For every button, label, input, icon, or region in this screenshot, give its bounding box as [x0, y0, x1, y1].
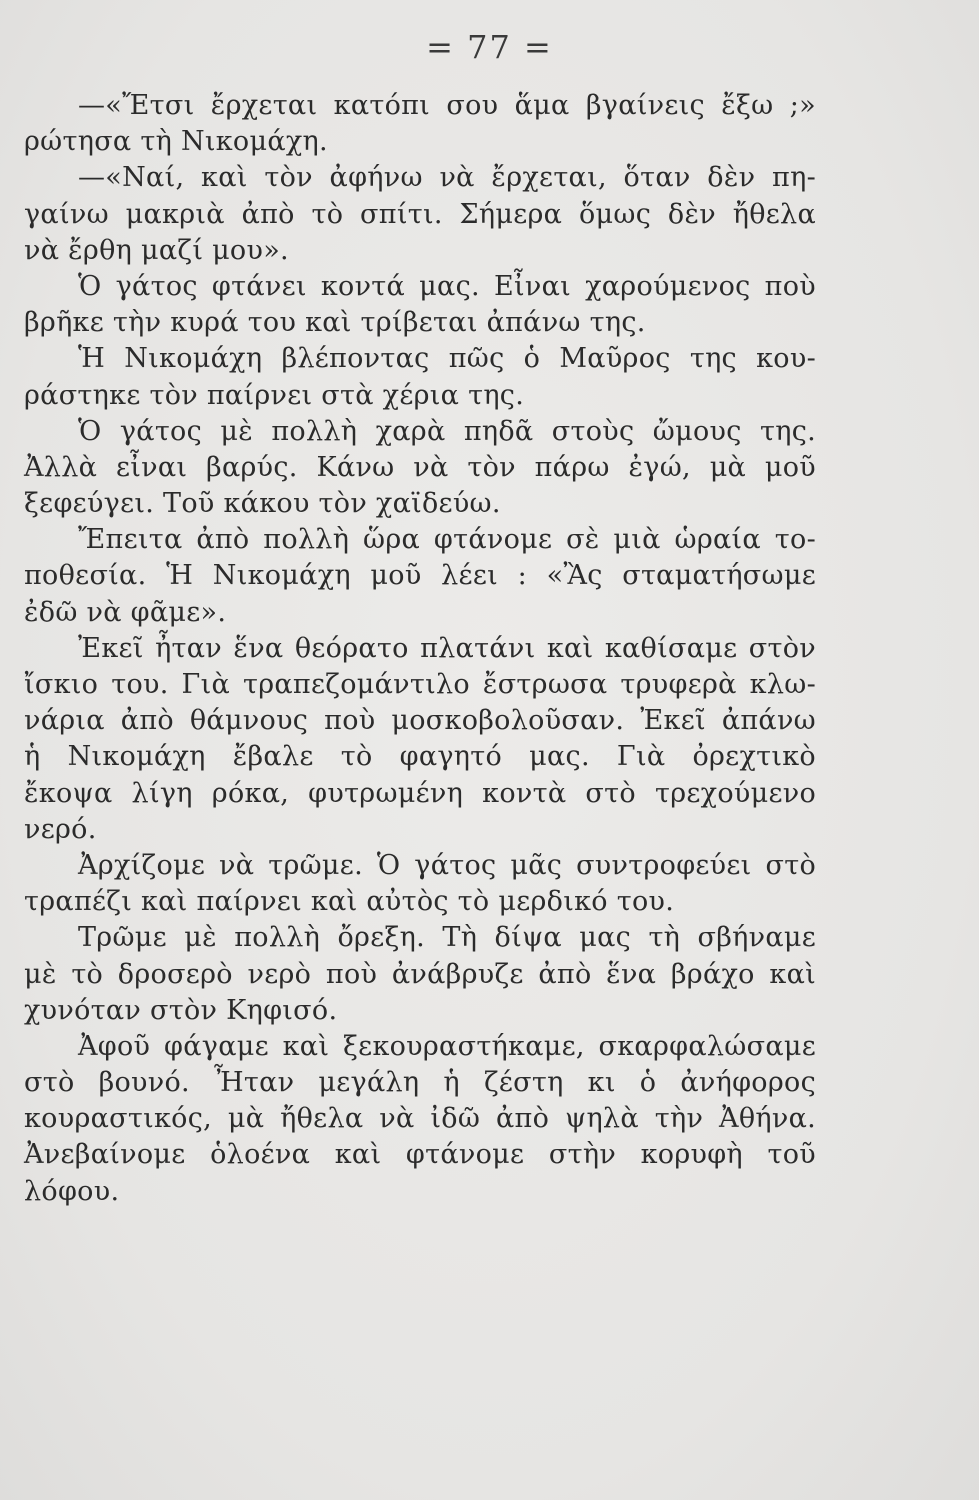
text-line: Ὁ γάτος μὲ πολλὴ χαρὰ πηδᾶ στοὺς ὤμους της. [78, 415, 816, 447]
text-line: κουραστικός, μὰ ἤθελα νὰ ἰδῶ ἀπὸ ψηλὰ τὴν Ἀθήνα. [24, 1103, 816, 1135]
text-line: Ἀλλὰ εἶναι βαρύς. Κάνω νὰ τὸν πάρω ἐγώ, μὰ μοῦ [24, 451, 816, 483]
text-line: Ἀρχίζομε νὰ τρῶμε. Ὁ γάτος μᾶς συντροφεύει στὸ [78, 849, 816, 881]
text-line: ἴσκιο του. Γιὰ τραπεζομάντιλο ἔστρωσα τρυφερὰ κλω- [24, 669, 816, 700]
text-line: —«Ναί, καὶ τὸν ἀφήνω νὰ ἔρχεται, ὅταν δὲν πη- [78, 162, 816, 194]
text-line: βρῆκε τὴν κυρά του καὶ τρίβεται ἀπάνω της. [24, 307, 646, 339]
text-line: ρώτησα τὴ Νικομάχη. [24, 126, 328, 158]
text-line: ποθεσία. Ἡ Νικομάχη μοῦ λέει : «Ἂς σταματήσωμε [24, 560, 816, 592]
text-line: λόφου. [24, 1175, 120, 1207]
text-line: Ἀνεβαίνομε ὁλοένα καὶ φτάνομε στὴν κορυφὴ τοῦ [24, 1139, 816, 1171]
text-line: ἐδῶ νὰ φᾶμε». [24, 596, 227, 628]
text-line: Ἔπειτα ἀπὸ πολλὴ ὥρα φτάνομε σὲ μιὰ ὡραία το- [78, 524, 816, 556]
text-line: μὲ τὸ δροσερὸ νερὸ ποὺ ἀνάβρυζε ἀπὸ ἕνα βράχο καὶ [24, 958, 816, 990]
text-line: γαίνω μακριὰ ἀπὸ τὸ σπίτι. Σήμερα ὅμως δὲν ἤθελα [24, 198, 816, 230]
text-line: ἡ Νικομάχη ἔβαλε τὸ φαγητό μας. Γιὰ ὀρεχτικὸ [24, 741, 816, 773]
text-line: τραπέζι καὶ παίρνει καὶ αὐτὸς τὸ μερδικό του. [24, 886, 675, 918]
page-number: = 77 = [426, 28, 553, 66]
text-line: ράστηκε τὸν παίρνει στὰ χέρια της. [24, 379, 525, 411]
text-line: νερό. [24, 813, 97, 845]
text-line: Ἐκεῖ ἦταν ἕνα θεόρατο πλατάνι καὶ καθίσαμε στὸν [78, 632, 816, 664]
text-line: Ἀφοῦ φάγαμε καὶ ξεκουραστήκαμε, σκαρφαλώσαμε [78, 1030, 816, 1062]
text-line: —«Ἔτσι ἔρχεται κατόπι σου ἅμα βγαίνεις ἔξω ;» [78, 90, 816, 121]
text-line: Ὁ γάτος φτάνει κοντά μας. Εἶναι χαρούμενος ποὺ [78, 270, 816, 302]
text-line: νὰ ἔρθη μαζί μου». [24, 234, 289, 266]
text-line: ἔκοψα λίγη ρόκα, φυτρωμένη κοντὰ στὸ τρεχούμενο [24, 777, 816, 809]
text-line: Ἡ Νικομάχη βλέποντας πῶς ὁ Μαῦρος της κου- [78, 343, 816, 375]
text-line: ξεφεύγει. Τοῦ κάκου τὸν χαϊδεύω. [24, 488, 501, 520]
text-line: στὸ βουνό. Ἦταν μεγάλη ἡ ζέστη κι ὁ ἀνήφορος [24, 1067, 816, 1099]
text-line: Τρῶμε μὲ πολλὴ ὄρεξη. Τὴ δίψα μας τὴ σβήναμε [78, 922, 816, 954]
body-text [24, 88, 816, 1210]
text-line: νάρια ἀπὸ θάμνους ποὺ μοσκοβολοῦσαν. Ἐκεῖ ἀπάνω [24, 705, 816, 737]
text-line: χυνόταν στὸν Κηφισό. [24, 994, 338, 1026]
